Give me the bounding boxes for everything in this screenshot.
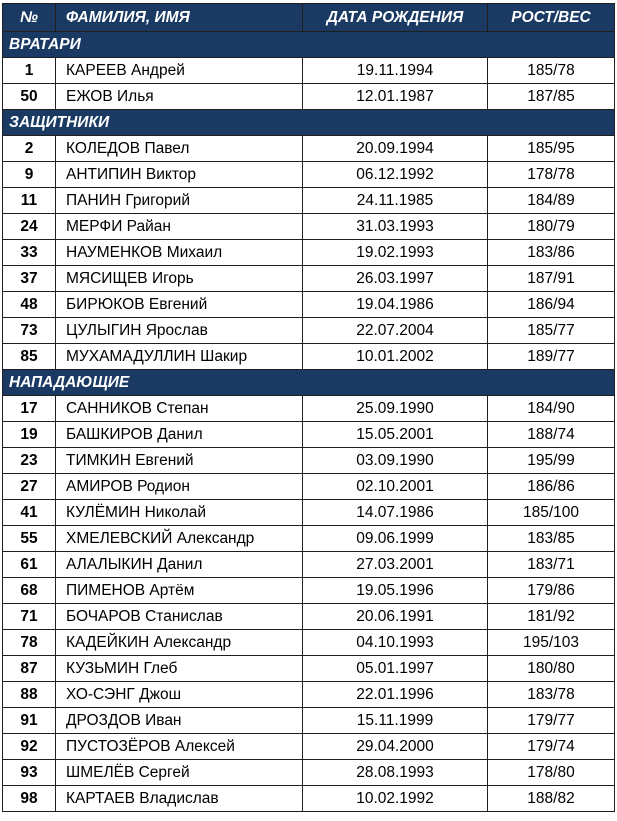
player-number: 11	[3, 188, 56, 214]
player-number: 9	[3, 162, 56, 188]
table-row	[3, 240, 615, 266]
player-number: 48	[3, 292, 56, 318]
player-name: САННИКОВ Степан	[56, 396, 303, 422]
player-number: 2	[3, 136, 56, 162]
player-number: 73	[3, 318, 56, 344]
player-height-weight: 178/78	[488, 162, 615, 188]
player-number: 55	[3, 526, 56, 552]
table-row	[3, 474, 615, 500]
player-birth-date: 28.08.1993	[303, 760, 488, 786]
player-height-weight: 183/71	[488, 552, 615, 578]
table-row	[3, 604, 615, 630]
player-height-weight: 185/100	[488, 500, 615, 526]
player-name: БАШКИРОВ Данил	[56, 422, 303, 448]
player-height-weight: 187/85	[488, 84, 615, 110]
section-title: ВРАТАРИ	[3, 32, 615, 58]
player-number: 50	[3, 84, 56, 110]
table-row	[3, 136, 615, 162]
player-name: КОЛЕДОВ Павел	[56, 136, 303, 162]
player-name: МЕРФИ Райан	[56, 214, 303, 240]
player-name: ПИМЕНОВ Артём	[56, 578, 303, 604]
player-name: ЦУЛЫГИН Ярослав	[56, 318, 303, 344]
table-row	[3, 500, 615, 526]
player-height-weight: 188/82	[488, 786, 615, 812]
player-name: КАРЕЕВ Андрей	[56, 58, 303, 84]
section-row	[3, 32, 615, 58]
player-birth-date: 03.09.1990	[303, 448, 488, 474]
player-height-weight: 187/91	[488, 266, 615, 292]
player-birth-date: 20.09.1994	[303, 136, 488, 162]
player-name: МЯСИЩЕВ Игорь	[56, 266, 303, 292]
player-number: 19	[3, 422, 56, 448]
player-name: ПАНИН Григорий	[56, 188, 303, 214]
player-name: АЛАЛЫКИН Данил	[56, 552, 303, 578]
player-name: НАУМЕНКОВ Михаил	[56, 240, 303, 266]
table-row	[3, 396, 615, 422]
table-row	[3, 162, 615, 188]
table-row	[3, 578, 615, 604]
header-row	[3, 4, 615, 32]
player-birth-date: 10.02.1992	[303, 786, 488, 812]
player-name: ХМЕЛЕВСКИЙ Александр	[56, 526, 303, 552]
player-name: БИРЮКОВ Евгений	[56, 292, 303, 318]
player-number: 92	[3, 734, 56, 760]
player-birth-date: 14.07.1986	[303, 500, 488, 526]
table-row	[3, 344, 615, 370]
player-height-weight: 185/78	[488, 58, 615, 84]
player-birth-date: 29.04.2000	[303, 734, 488, 760]
player-number: 41	[3, 500, 56, 526]
player-birth-date: 19.04.1986	[303, 292, 488, 318]
player-number: 23	[3, 448, 56, 474]
player-name: КАДЕЙКИН Александр	[56, 630, 303, 656]
player-height-weight: 185/95	[488, 136, 615, 162]
table-row	[3, 448, 615, 474]
table-row	[3, 58, 615, 84]
header-birth-date: ДАТА РОЖДЕНИЯ	[303, 4, 488, 32]
player-height-weight: 184/90	[488, 396, 615, 422]
player-name: КУЛЁМИН Николай	[56, 500, 303, 526]
table-row	[3, 266, 615, 292]
player-birth-date: 26.03.1997	[303, 266, 488, 292]
header-height-weight: РОСТ/ВЕС	[488, 4, 615, 32]
player-number: 71	[3, 604, 56, 630]
player-birth-date: 09.06.1999	[303, 526, 488, 552]
player-height-weight: 185/77	[488, 318, 615, 344]
player-name: АМИРОВ Родион	[56, 474, 303, 500]
player-birth-date: 15.11.1999	[303, 708, 488, 734]
table-row	[3, 682, 615, 708]
player-height-weight: 195/103	[488, 630, 615, 656]
section-row	[3, 370, 615, 396]
player-birth-date: 06.12.1992	[303, 162, 488, 188]
player-birth-date: 02.10.2001	[303, 474, 488, 500]
player-birth-date: 22.07.2004	[303, 318, 488, 344]
player-number: 24	[3, 214, 56, 240]
player-name: ХО-СЭНГ Джош	[56, 682, 303, 708]
player-number: 33	[3, 240, 56, 266]
header-number: №	[3, 4, 56, 32]
player-birth-date: 27.03.2001	[303, 552, 488, 578]
table-header	[3, 4, 615, 32]
player-name: КУЗЬМИН Глеб	[56, 656, 303, 682]
section-title: ЗАЩИТНИКИ	[3, 110, 615, 136]
player-number: 85	[3, 344, 56, 370]
table-row	[3, 760, 615, 786]
player-number: 93	[3, 760, 56, 786]
table-row	[3, 526, 615, 552]
table-row	[3, 734, 615, 760]
player-birth-date: 24.11.1985	[303, 188, 488, 214]
player-height-weight: 179/74	[488, 734, 615, 760]
player-height-weight: 180/79	[488, 214, 615, 240]
table-row	[3, 214, 615, 240]
player-height-weight: 183/86	[488, 240, 615, 266]
player-name: МУХАМАДУЛЛИН Шакир	[56, 344, 303, 370]
player-birth-date: 25.09.1990	[303, 396, 488, 422]
player-height-weight: 184/89	[488, 188, 615, 214]
player-height-weight: 179/86	[488, 578, 615, 604]
table-row	[3, 656, 615, 682]
table-row	[3, 84, 615, 110]
table-row	[3, 188, 615, 214]
player-height-weight: 189/77	[488, 344, 615, 370]
player-name: ПУСТОЗЁРОВ Алексей	[56, 734, 303, 760]
player-name: ДРОЗДОВ Иван	[56, 708, 303, 734]
player-number: 87	[3, 656, 56, 682]
header-name: ФАМИЛИЯ, ИМЯ	[56, 4, 303, 32]
player-number: 88	[3, 682, 56, 708]
section-title: НАПАДАЮЩИЕ	[3, 370, 615, 396]
table-row	[3, 422, 615, 448]
roster-sheet	[2, 3, 614, 812]
player-height-weight: 188/74	[488, 422, 615, 448]
player-birth-date: 15.05.2001	[303, 422, 488, 448]
table-row	[3, 318, 615, 344]
player-number: 27	[3, 474, 56, 500]
table-row	[3, 786, 615, 812]
table-row	[3, 708, 615, 734]
player-number: 91	[3, 708, 56, 734]
player-height-weight: 195/99	[488, 448, 615, 474]
player-height-weight: 183/78	[488, 682, 615, 708]
player-number: 78	[3, 630, 56, 656]
table-row	[3, 630, 615, 656]
player-number: 98	[3, 786, 56, 812]
player-birth-date: 12.01.1987	[303, 84, 488, 110]
player-height-weight: 186/94	[488, 292, 615, 318]
player-name: АНТИПИН Виктор	[56, 162, 303, 188]
player-birth-date: 19.02.1993	[303, 240, 488, 266]
player-name: ТИМКИН Евгений	[56, 448, 303, 474]
player-number: 1	[3, 58, 56, 84]
player-birth-date: 19.11.1994	[303, 58, 488, 84]
player-height-weight: 180/80	[488, 656, 615, 682]
player-birth-date: 20.06.1991	[303, 604, 488, 630]
roster-table	[2, 3, 615, 812]
player-birth-date: 22.01.1996	[303, 682, 488, 708]
player-number: 61	[3, 552, 56, 578]
player-number: 68	[3, 578, 56, 604]
player-birth-date: 19.05.1996	[303, 578, 488, 604]
player-height-weight: 179/77	[488, 708, 615, 734]
player-birth-date: 10.01.2002	[303, 344, 488, 370]
table-row	[3, 292, 615, 318]
player-birth-date: 04.10.1993	[303, 630, 488, 656]
player-birth-date: 05.01.1997	[303, 656, 488, 682]
player-number: 17	[3, 396, 56, 422]
section-row	[3, 110, 615, 136]
player-name: ШМЕЛЁВ Сергей	[56, 760, 303, 786]
player-name: ЕЖОВ Илья	[56, 84, 303, 110]
player-height-weight: 181/92	[488, 604, 615, 630]
table-body	[3, 32, 615, 812]
player-height-weight: 178/80	[488, 760, 615, 786]
player-height-weight: 183/85	[488, 526, 615, 552]
player-name: БОЧАРОВ Станислав	[56, 604, 303, 630]
player-name: КАРТАЕВ Владислав	[56, 786, 303, 812]
table-row	[3, 552, 615, 578]
player-number: 37	[3, 266, 56, 292]
player-birth-date: 31.03.1993	[303, 214, 488, 240]
player-height-weight: 186/86	[488, 474, 615, 500]
